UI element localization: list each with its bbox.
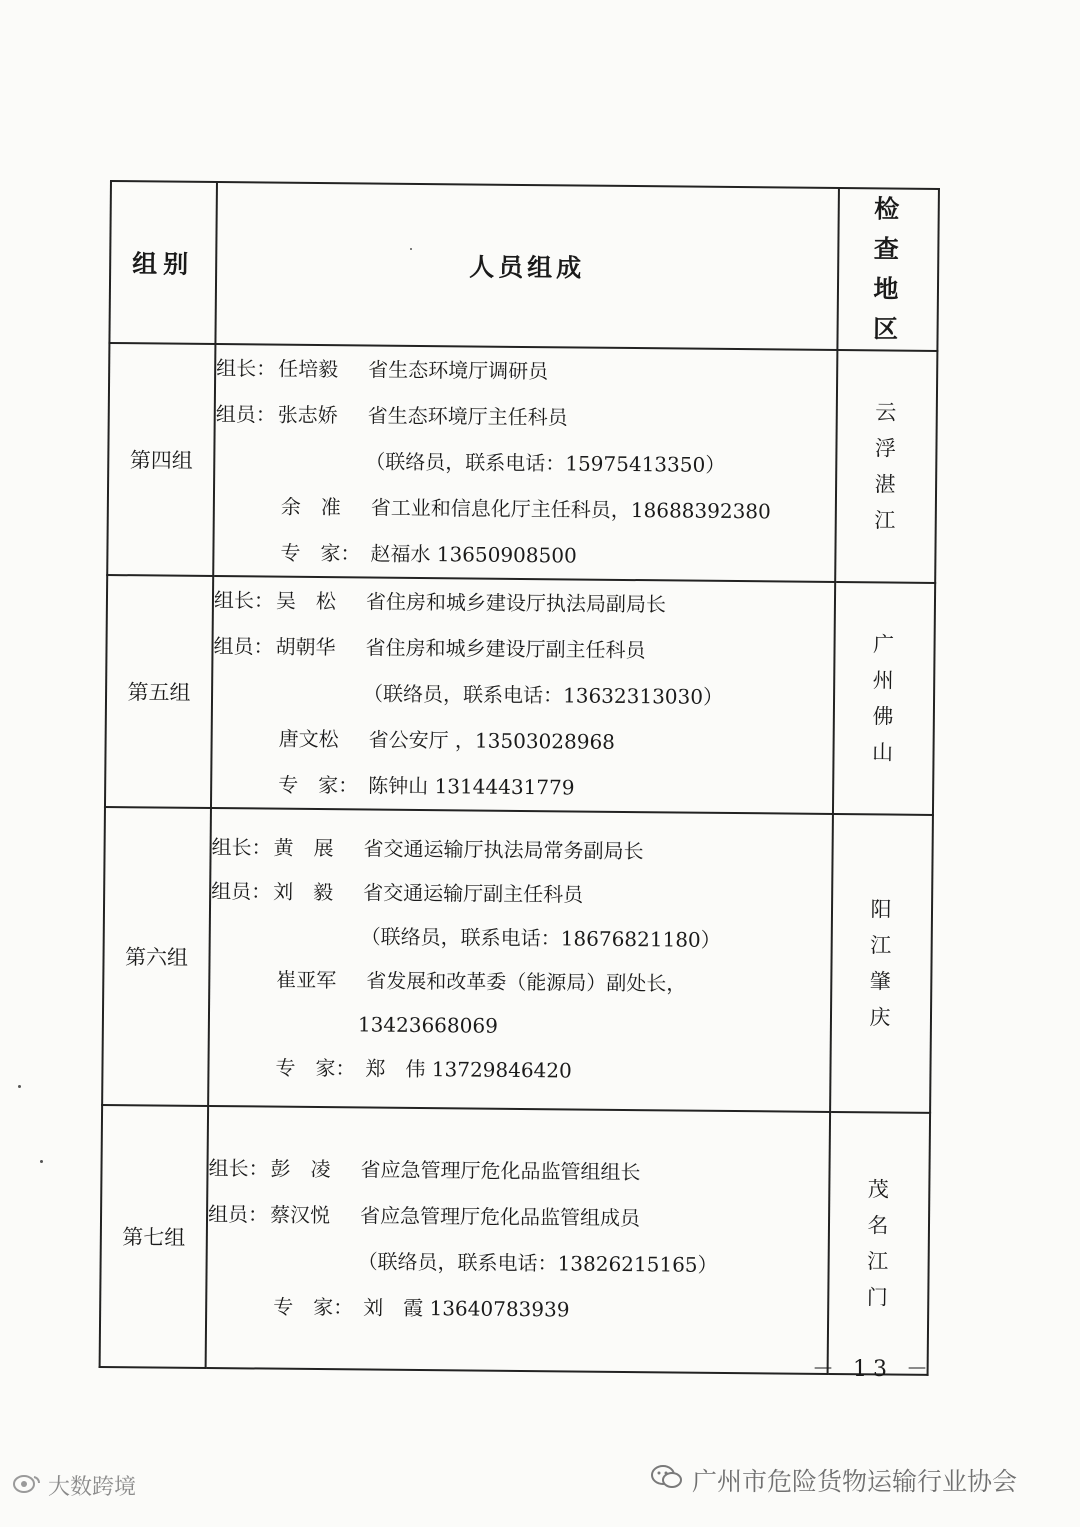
- header-members: 人员组成: [215, 182, 839, 350]
- inspection-area: 阳江肇庆: [869, 897, 894, 1030]
- member-line: [214, 577, 834, 629]
- inspection-area: 云浮湛江: [874, 400, 899, 533]
- header-area-text: 检查地区: [872, 194, 904, 344]
- area-cell: [828, 1112, 931, 1375]
- member-line: [209, 1045, 829, 1095]
- member-line: [211, 825, 831, 875]
- group-name: 第五组: [105, 575, 213, 808]
- expert-contact: 赵福水 13650908500: [370, 541, 577, 568]
- member-line: [207, 1237, 827, 1289]
- watermark-left-text: 大数跨境: [48, 1475, 137, 1500]
- member-title: 省交通运输厅副主任科员: [363, 880, 584, 907]
- members-cell: [211, 576, 835, 814]
- role-label: 组长：: [213, 588, 275, 613]
- liaison-contact: （联络员，联系电话：15975413350）: [365, 449, 726, 477]
- member-name: 胡朝华: [275, 634, 336, 660]
- group-name: 第六组: [102, 807, 211, 1106]
- member-name: 黄 展: [273, 835, 334, 861]
- member-title: 省公安厅 ，13503028968: [368, 727, 616, 754]
- member-line: [210, 957, 830, 1007]
- scan-speck: [40, 1160, 43, 1163]
- member-line: [211, 913, 831, 963]
- member-line: [211, 869, 831, 919]
- scan-speck: [18, 1085, 21, 1088]
- member-line: [216, 391, 836, 443]
- group-name: 第四组: [107, 343, 215, 576]
- member-phone: 13423668069: [357, 1012, 498, 1038]
- inspection-groups-table: [99, 180, 940, 1376]
- member-name: 刘 毅: [273, 879, 334, 905]
- expert-contact: 刘 霞 13640783939: [363, 1295, 570, 1322]
- table-header-row: [109, 181, 939, 351]
- member-name: 唐文松: [278, 726, 339, 752]
- role-label: 组长：: [208, 1155, 269, 1181]
- table-row: [102, 807, 933, 1113]
- member-name: 张志娇: [277, 402, 338, 428]
- member-name: 吴 松: [275, 588, 337, 614]
- area-cell: [835, 350, 937, 583]
- member-title: 省住房和城乡建设厅副主任科员: [365, 635, 646, 663]
- member-line: [215, 437, 835, 489]
- member-line: [213, 669, 833, 721]
- table-row: [107, 343, 937, 583]
- expert-contact: 郑 伟 13729846420: [365, 1056, 572, 1083]
- role-label: 专 家：: [275, 1055, 356, 1081]
- wechat-icon: [650, 1463, 684, 1497]
- member-name: 余 准: [280, 494, 341, 520]
- member-line: [212, 715, 832, 767]
- watermark-right: [650, 1462, 1017, 1498]
- members-cell: [213, 344, 837, 582]
- role-label: 组长：: [216, 356, 277, 381]
- area-cell: [830, 814, 933, 1113]
- area-cell: [833, 582, 935, 815]
- member-title: 省应急管理厅危化品监管组成员: [359, 1203, 641, 1231]
- role-label: 组长：: [211, 835, 272, 860]
- role-label: 组员：: [211, 879, 272, 904]
- table-row: [100, 1105, 930, 1375]
- header-area: [837, 188, 939, 351]
- header-group: 组别: [109, 181, 217, 344]
- member-line: [207, 1283, 827, 1335]
- weibo-eye-icon: [12, 1472, 42, 1500]
- role-label: 组员：: [213, 634, 274, 659]
- liaison-contact: （联络员，联系电话：13826215165）: [357, 1249, 718, 1277]
- page-number: － 13 －: [812, 1357, 934, 1382]
- member-line: [213, 623, 833, 675]
- inspection-area: 茂名江门: [866, 1177, 891, 1310]
- member-title: 省应急管理厅危化品监管组组长: [360, 1157, 641, 1185]
- liaison-contact: （联络员，联系电话：18676821180）: [360, 924, 721, 952]
- member-line: [210, 1001, 830, 1051]
- member-line: [208, 1191, 828, 1243]
- table-row: [105, 575, 935, 815]
- expert-contact: 陈钟山 13144431779: [368, 773, 575, 800]
- member-line: [215, 483, 835, 535]
- role-label: 组员：: [207, 1201, 269, 1227]
- member-name: 任培毅: [278, 356, 339, 382]
- members-cell: [208, 808, 833, 1112]
- member-line: [216, 345, 836, 397]
- member-name: 彭 凌: [270, 1156, 331, 1182]
- member-name: 崔亚军: [276, 967, 337, 993]
- member-name: 蔡汉悦: [269, 1202, 331, 1228]
- member-line: [208, 1145, 828, 1197]
- role-label: 组员：: [215, 402, 276, 427]
- role-label: 专 家：: [280, 540, 361, 566]
- member-title: 省工业和信息化厅主任科员，18688392380: [370, 495, 771, 524]
- member-title: 省住房和城乡建设厅执法局副局长: [365, 589, 667, 617]
- members-cell: [206, 1106, 830, 1374]
- member-title: 省交通运输厅执法局常务副局长: [363, 836, 644, 864]
- liaison-contact: （联络员，联系电话：13632313030）: [362, 681, 724, 709]
- member-line: [214, 529, 834, 581]
- inspection-area: 广州佛山: [871, 632, 897, 765]
- member-line: [212, 761, 832, 813]
- member-title: 省生态环境厅调研员: [368, 357, 549, 384]
- member-title: 省发展和改革委（能源局）副处长，: [366, 968, 687, 996]
- watermark-left: [12, 1470, 136, 1501]
- watermark-right-text: 广州市危险货物运输行业协会: [692, 1467, 1018, 1496]
- group-name: 第七组: [100, 1105, 209, 1368]
- member-title: 省生态环境厅主任科员: [367, 403, 568, 430]
- role-label: 专 家：: [273, 1294, 354, 1320]
- role-label: 专 家：: [278, 772, 359, 798]
